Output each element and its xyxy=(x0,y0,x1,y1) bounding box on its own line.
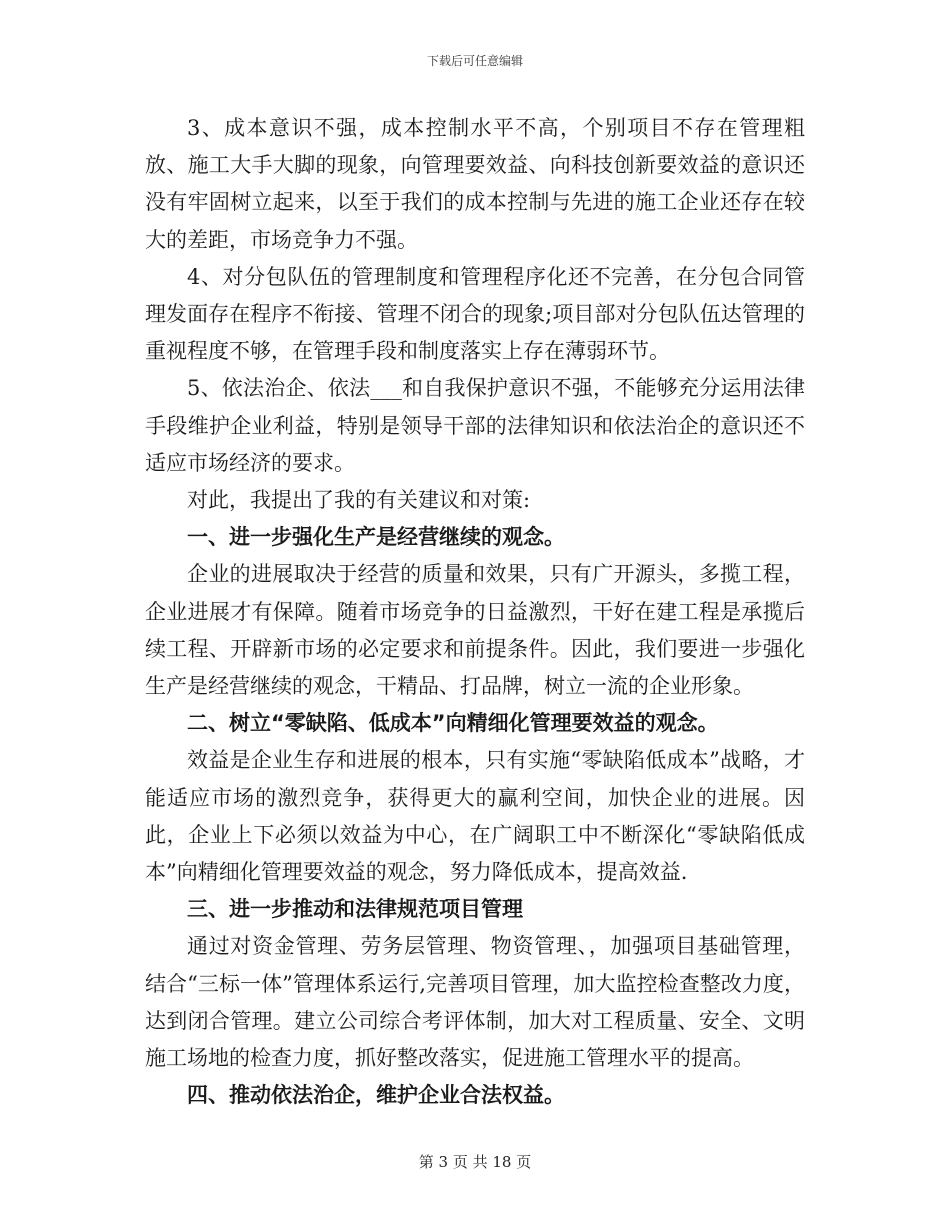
paragraph-efficiency: 效益是企业生存和进展的根本，只有实施“零缺陷低成本”战略，才能适应市场的激烈竞争，获得更大的赢利空间，加快企业的进展。因此，企业上下必须以效益为中心，在广阔职工中不断深化“零缺陷低成本”向精细化管理要效益的观念，努力降低成本，提高效益. xyxy=(145,748,805,885)
section-heading-1: 一、进一步强化生产是经营继续的观念。 xyxy=(187,525,565,550)
page-number-footer: 第 3 页 共 18 页 xyxy=(418,1153,532,1171)
paragraph-cost-awareness: 3、成本意识不强，成本控制水平不高，个别项目不存在管理粗放、施工大手大脚的现象，向管理要效益、向科技创新要效益的意识还没有牢固树立起来，以至于我们的成本控制与先进的施工企业还存在较大的差距，市场竞争力不强。 xyxy=(145,116,805,252)
section-heading-3: 三、进一步推动和法律规范项目管理 xyxy=(187,897,523,922)
document-body xyxy=(145,110,805,1114)
page-header: 下载后可任意编辑 xyxy=(426,54,523,68)
paragraph-subcontract-management: 4、对分包队伍的管理制度和管理程序化还不完善，在分包合同管理发面存在程序不衔接、管理不闭合的现象;项目部对分包队伍达管理的重视程度不够，在管理手段和制度落实上存在薄弱环节。 xyxy=(145,264,805,364)
paragraph-production-operation: 企业的进展取决于经营的质量和效果，只有广开源头，多揽工程，企业进展才有保障。随着市场竞争的日益激烈，干好在建工程是承揽后续工程、开辟新市场的必定要求和前提条件。因此，我们要进一步强化生产是经营继续的观念，干精品、打品牌，树立一流的企业形象。 xyxy=(145,562,805,699)
section-heading-2: 二、树立“零缺陷、低成本”向精细化管理要效益的观念。 xyxy=(187,711,719,736)
paragraph-project-management: 通过对资金管理、劳务层管理、物资管理、，加强项目基础管理，结合“三标一体”管理体系运行,完善项目管理，加大监控检查整改力度，达到闭合管理。建立公司综合考评体制，加大对工程质量、安全、文明施工场地的检查力度，抓好整改落实，促进施工管理水平的提高。 xyxy=(145,934,805,1071)
paragraph-legal-awareness: 5、依法治企、依法___和自我保护意识不强，不能够充分运用法律手段维护企业利益，特别是领导干部的法律知识和依法治企的意识还不适应市场经济的要求。 xyxy=(145,376,805,475)
section-heading-4: 四、推动依法治企，维护企业合法权益。 xyxy=(187,1083,565,1108)
paragraph-suggestions-intro: 对此，我提出了我的有关建议和对策: xyxy=(187,488,531,513)
